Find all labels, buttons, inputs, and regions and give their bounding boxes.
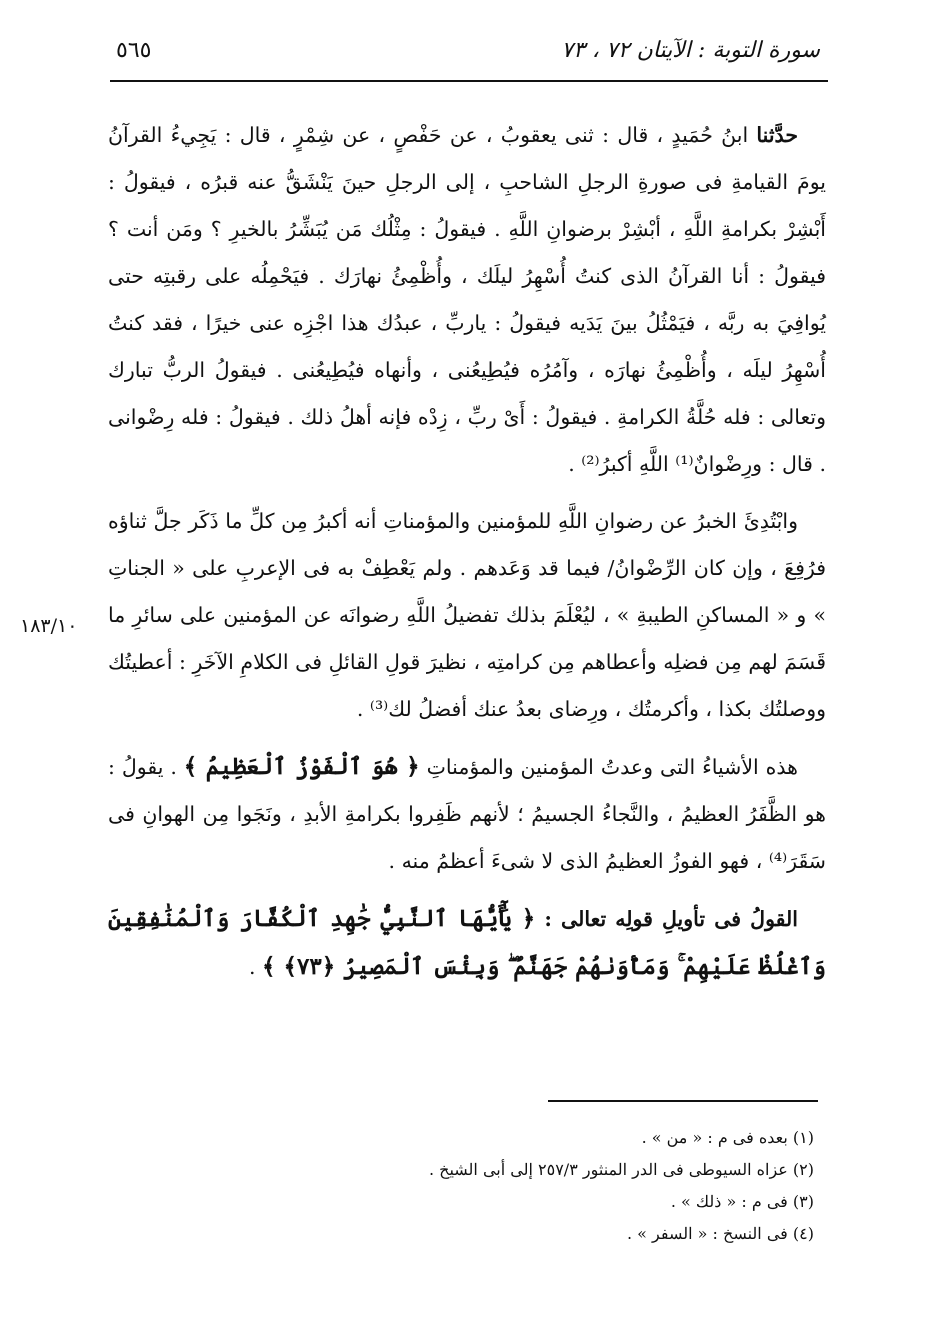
verse-end: . (248, 955, 263, 979)
victory-text-after: . يقولُ : هو الظَّفَرُ العظيمُ ، والنَّجاءُ الجسيمُ ؛ لأنهم ظَفِروا بكرامةِ الأبدِ ، ونَجَوا مِن الهوانِ فى سَقَرَ⁽⁴⁾ ، فهو الفوزُ العظيمُ الذى لا شىءَ أعظمُ منه . (108, 755, 826, 873)
page-number: ٥٦٥ (116, 38, 152, 63)
hadith-lead: حدَّثنا (756, 123, 798, 147)
paragraph-hadith (108, 112, 826, 488)
paragraph-verse-73 (108, 895, 826, 991)
margin-marker: ١٨٣/١٠ (20, 615, 78, 637)
footnote-divider (548, 1100, 818, 1102)
footnote-1: (١) بعده فى م : « من » . (641, 1128, 814, 1147)
footnote-3: (٣) فى م : « ذلك » . (670, 1192, 814, 1211)
paragraph-commentary (108, 498, 826, 733)
paragraph-great-victory (108, 743, 826, 885)
quran-verse-73: ﴿ يَٰٓأَيُّهَا ٱلنَّبِيُّ جَٰهِدِ ٱلْكُفَّارَ وَٱلْمُنَٰفِقِينَ وَٱغْلُظْ عَلَيْهِمْ ۚ وَمَأْوَىٰهُمْ جَهَنَّمُ ۖ وَبِئْسَ ٱلْمَصِيرُ ﴿٧٣﴾ ﴾ (108, 905, 826, 980)
main-text (108, 112, 826, 991)
footnotes (108, 1122, 814, 1250)
victory-text-before: هذه الأشياءُ التى وعدتُ المؤمنين والمؤمناتِ (419, 755, 798, 779)
page-header (110, 34, 828, 82)
hadith-text: ابنُ حُمَيدٍ ، قال : ثنى يعقوبُ ، عن حَفْصٍ ، عن شِمْرٍ ، قال : يَجِيءُ القرآنُ يومَ القيامةِ فى صورةِ الرجلِ الشاحبِ ، إلى الرجلِ حينَ يَنْشَقُّ عنه قبرُه ، فيقولُ : أَبْشِرْ بكرامةِ اللَّهِ ، أبْشِرْ برضوانِ اللَّهِ . فيقولُ : مِثْلُك مَن يُبَشِّرُ بالخيرِ ؟ ومَن أنت ؟ فيقولُ : أنا القرآنُ الذى كنتُ أُسْهِرُ ليلَك ، وأُظْمِئُ نهارَك . فيَحْمِلُه على رقبتِه حتى يُوافِيَ به ربَّه ، فيَمْثُلُ بينَ يَدَيه فيقولُ : ياربِّ ، عبدُك هذا اجْزِه عنى خيرًا ، فقد كنتُ أُسْهِرُ ليلَه ، وأُظْمِئُ نهارَه ، وآمُرُه فيُطِيعُنى ، وأنهاه فيُطِيعُنى . فيقولُ الربُّ تبارك وتعالى : فله حُلَّةُ الكرامةِ . فيقولُ : أَىْ ربِّ ، زِدْه فإنه أهلُ ذلك . فيقولُ : فله رِضْوانى . قال : ورِضْوانٌ⁽¹⁾ اللَّهِ أكبرُ⁽²⁾ . (108, 123, 826, 476)
commentary-text: وابْتُدِئَ الخبرُ عن رضوانِ اللَّهِ للمؤمنين والمؤمناتِ أنه أكبرُ مِن كلِّ ما ذَكَر جلَّ ثناؤه فرُفِعَ ، وإن كان الرِّضْوانُ/ فيما قد وَعَدهم . ولم يَعْطِفْ به فى الإعربِ على « الجناتِ » و « المساكنِ الطيبةِ » ، ليُعْلَمَ بذلك تفضيلُ اللَّهِ رضوانَه عن المؤمنين على سائرِ ما قَسَمَ لهم مِن فضلِه وأعطاهم مِن كرامتِه ، نظيرَ قولِ القائلِ فى الكلامِ الآخَرِ : أعطيتُك ووصلتُك بكذا ، وأكرمتُك ، ورِضاى بعدُ عنك أفضلُ لك⁽³⁾ . (108, 509, 826, 721)
verse-heading: القولُ فى تأويلِ قولِه تعالى : (535, 907, 798, 931)
running-title: سورة التوبة : الآيتان ٧٢ ، ٧٣ (561, 38, 820, 63)
footnote-4: (٤) فى النسخ : « السفر » . (627, 1224, 814, 1243)
quran-quote-victory: ﴿ هُوَ ٱلْفَوْزُ ٱلْعَظِيمُ ﴾ (183, 753, 420, 780)
footnote-2: (٢) عزاه السيوطى فى الدر المنثور ٢٥٧/٣ إلى أبى الشيخ . (428, 1160, 814, 1179)
